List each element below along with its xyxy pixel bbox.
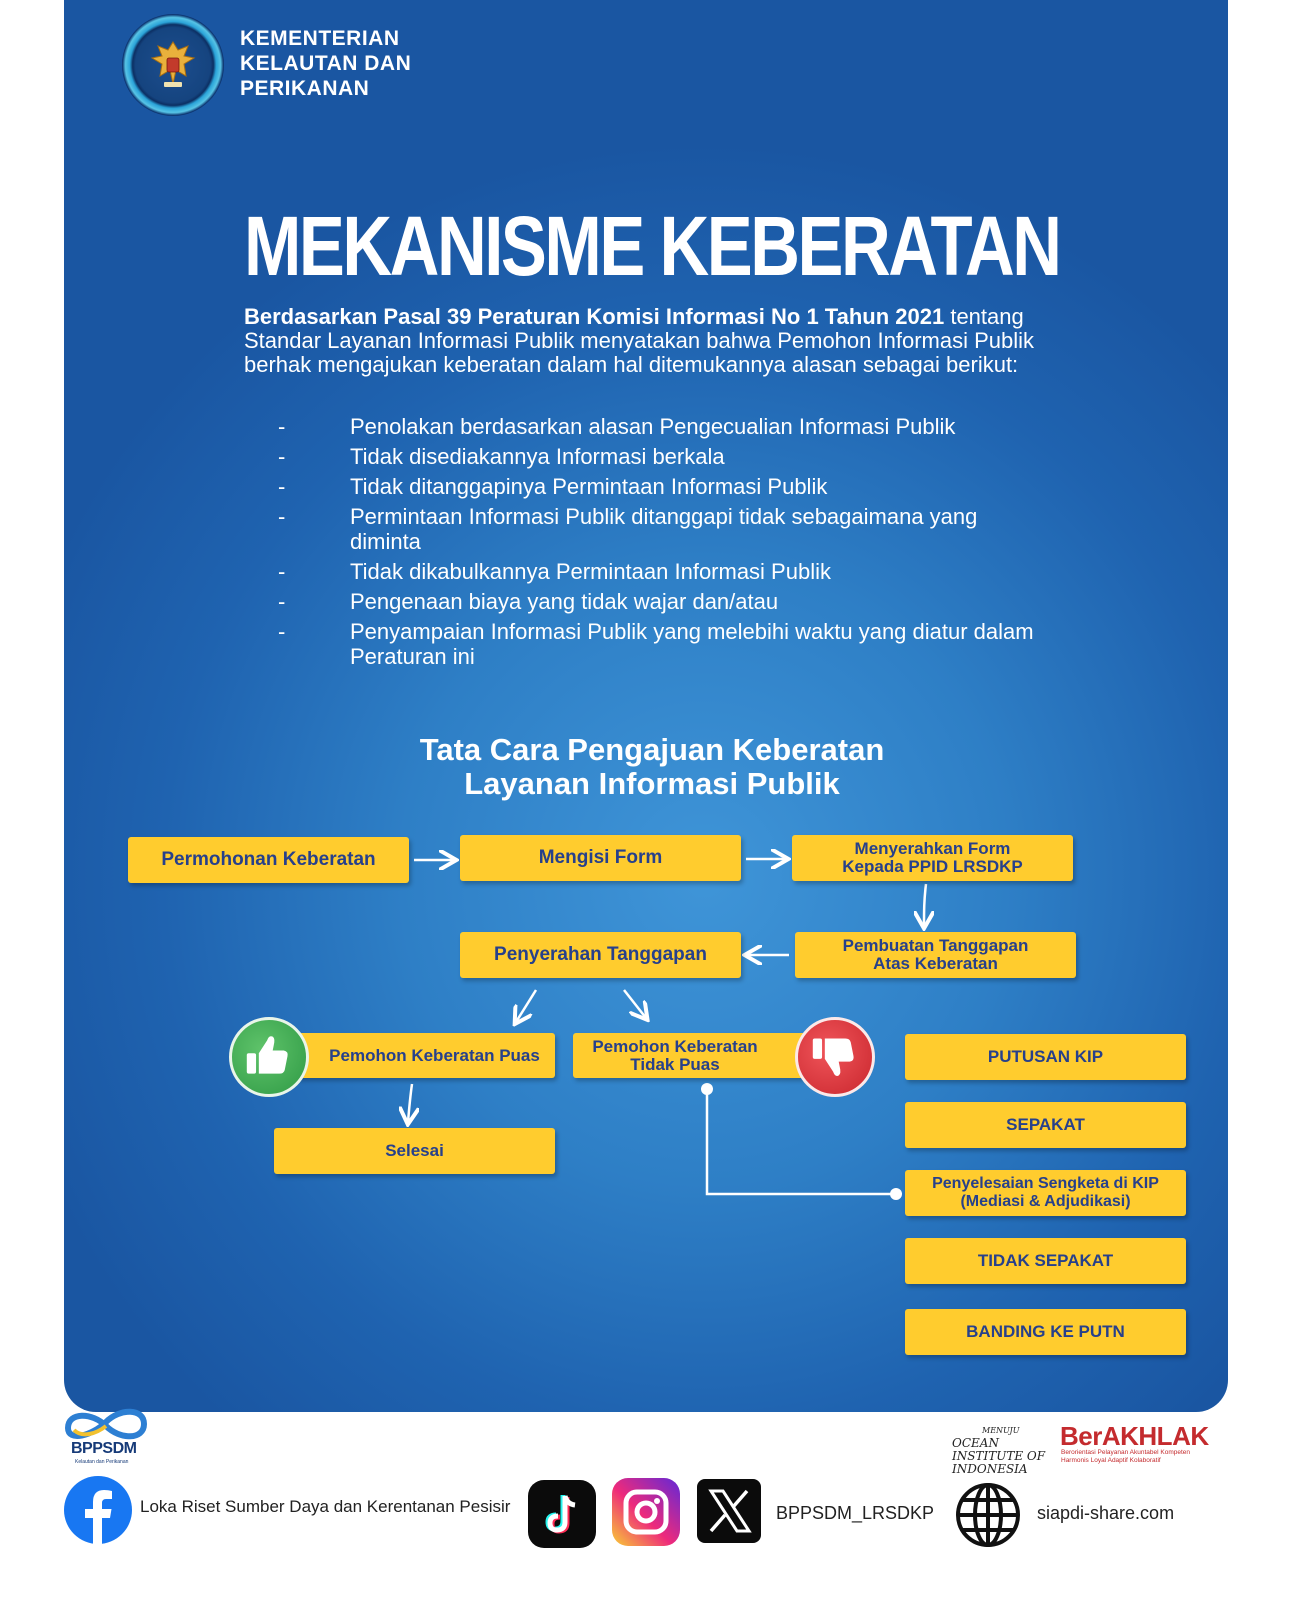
step-label: TIDAK SEPAKAT: [977, 1251, 1114, 1270]
facebook-glyph: [64, 1476, 132, 1544]
x-glyph: [697, 1479, 761, 1543]
step-label: Selesai: [385, 1141, 444, 1160]
step-penyerahan-tanggapan: [460, 932, 741, 978]
list-item: [278, 589, 1038, 614]
flow-title-line: Tata Cara Pengajuan Keberatan: [419, 732, 885, 767]
ministry-logo: [122, 14, 224, 116]
connector-dot: [701, 1083, 713, 1095]
step-putusan-kip: [905, 1034, 1186, 1080]
poster: [64, 0, 1228, 1412]
ministry-line: KELAUTAN DAN: [240, 52, 412, 75]
step-label: [932, 1175, 1159, 1211]
thumbs-down-icon: [795, 1017, 875, 1097]
bullet: -: [278, 414, 286, 439]
connector-dot: [890, 1188, 902, 1200]
step-banding: [905, 1309, 1186, 1355]
step-label: Pemohon Keberatan Puas: [329, 1045, 540, 1065]
step-label-line: (Mediasi & Adjudikasi): [960, 1193, 1131, 1210]
tiktok-glyph: [528, 1480, 596, 1548]
reason-text: Tidak dikabulkannya Permintaan Informasi Publik: [350, 559, 831, 584]
bullet: -: [278, 619, 286, 644]
bullet: -: [278, 474, 286, 499]
arrow: [624, 990, 646, 1018]
list-item: [278, 414, 1038, 439]
step-sepakat: [905, 1102, 1186, 1148]
ocean-institute-logo: [952, 1424, 1048, 1476]
website-link[interactable]: siapdi-share.com: [1037, 1503, 1175, 1523]
step-label-line: Atas Keberatan: [873, 954, 998, 973]
reason-text: Permintaan Informasi Publik ditanggapi tidak sebagaimana yang diminta: [350, 504, 978, 554]
step-label-line: Tidak Puas: [630, 1054, 720, 1074]
arrow: [924, 884, 926, 926]
step-label: BANDING KE PUTN: [966, 1322, 1125, 1341]
step-label-line: Kepada PPID LRSDKP: [842, 857, 1023, 876]
ministry-line: KEMENTERIAN: [240, 27, 400, 50]
step-mengisi-form: [460, 835, 741, 881]
bppsdm-label: BPPSDM: [71, 1440, 137, 1457]
garuda-emblem-icon: [148, 38, 198, 92]
list-item: [278, 559, 1038, 584]
reasons-list: [278, 414, 1038, 674]
bullet: -: [278, 559, 286, 584]
facebook-label[interactable]: Loka Riset Sumber Daya dan Kerentanan Pesisir: [140, 1497, 511, 1516]
step-label: Mengisi Form: [538, 847, 663, 868]
intro-rest: tentang Standar Layanan Informasi Publik menyatakan bahwa Pemohon Informasi Publik berhak mengajukan keberatan dalam hal ditemukannya alasan sebagai berikut:: [244, 304, 1035, 377]
step-menyerahkan-form: [792, 835, 1073, 881]
step-label-line: Pemohon Keberatan: [592, 1036, 758, 1056]
list-item: [278, 444, 1038, 469]
step-label-line: Pembuatan Tanggapan: [842, 936, 1029, 955]
flow-title: [64, 733, 1228, 801]
arrow: [408, 1084, 412, 1122]
ministry-name: [240, 26, 411, 101]
step-selesai: [274, 1128, 555, 1174]
thumbs-down-glyph: [798, 1020, 872, 1094]
intro-bold: Berdasarkan Pasal 39 Peraturan Komisi Informasi No 1 Tahun 2021: [244, 304, 945, 329]
thumbs-up-glyph: [232, 1020, 306, 1094]
berakhlak-sub: Berorientasi Pelayanan Akuntabel Kompeten Harmonis Loyal Adaptif Kolaboratif: [1061, 1449, 1191, 1464]
berakhlak-logo: BerAKHLAK: [1060, 1421, 1209, 1451]
step-pemohon-tidak-puas: [573, 1033, 813, 1078]
reason-text: Penyampaian Informasi Publik yang melebihi waktu yang diatur dalam Peraturan ini: [350, 619, 1034, 669]
list-item: [278, 474, 1038, 499]
x-icon[interactable]: [697, 1479, 761, 1543]
reason-text: Pengenaan biaya yang tidak wajar dan/atau: [350, 589, 779, 614]
reason-text: Tidak disediakannya Informasi berkala: [350, 444, 725, 469]
instagram-icon[interactable]: [612, 1478, 680, 1546]
flow-title-line: Layanan Informasi Publik: [464, 766, 840, 801]
step-label: [843, 937, 1029, 973]
bullet: -: [278, 504, 286, 529]
ocean-small: MENUJU: [982, 1426, 1020, 1435]
intro-paragraph: [244, 305, 1044, 377]
step-label: [592, 1038, 757, 1074]
connector-line: [707, 1089, 896, 1194]
step-penyelesaian-sengketa: [905, 1170, 1186, 1216]
bppsdm-sub: Kelautan dan Perikanan: [75, 1459, 129, 1465]
step-pemohon-puas: [284, 1033, 555, 1078]
tiktok-icon[interactable]: [528, 1480, 596, 1548]
step-permohonan-keberatan: [128, 837, 409, 883]
social-handle[interactable]: BPPSDM_LRSDKP: [776, 1503, 935, 1523]
thumbs-up-icon: [229, 1017, 309, 1097]
step-pembuatan-tanggapan: [795, 932, 1076, 978]
step-label: PUTUSAN KIP: [987, 1047, 1104, 1066]
reason-text: Tidak ditanggapinya Permintaan Informasi Publik: [350, 474, 828, 499]
page-title: MEKANISME KEBERATAN: [244, 199, 1060, 293]
list-item: [278, 504, 1038, 554]
reason-text: Penolakan berdasarkan alasan Pengecualian Informasi Publik: [350, 414, 956, 439]
list-item: [278, 619, 1038, 669]
globe-icon[interactable]: [953, 1480, 1023, 1550]
bullet: -: [278, 444, 286, 469]
step-label: [842, 840, 1022, 876]
step-label: SEPAKAT: [1006, 1115, 1085, 1134]
step-label-line: Penyelesaian Sengketa di KIP: [932, 1175, 1159, 1192]
step-label: Permohonan Keberatan: [161, 849, 376, 870]
step-label-line: Menyerahkan Form: [854, 839, 1011, 858]
arrow: [516, 990, 536, 1022]
step-label: Penyerahan Tanggapan: [494, 944, 707, 965]
facebook-icon[interactable]: [64, 1476, 132, 1544]
bullet: -: [278, 589, 286, 614]
ministry-line: PERIKANAN: [240, 77, 370, 100]
ocean-text: OCEAN INSTITUTE OF INDONESIA: [952, 1436, 1046, 1476]
step-tidak-sepakat: [905, 1238, 1186, 1284]
instagram-glyph: [612, 1478, 680, 1546]
